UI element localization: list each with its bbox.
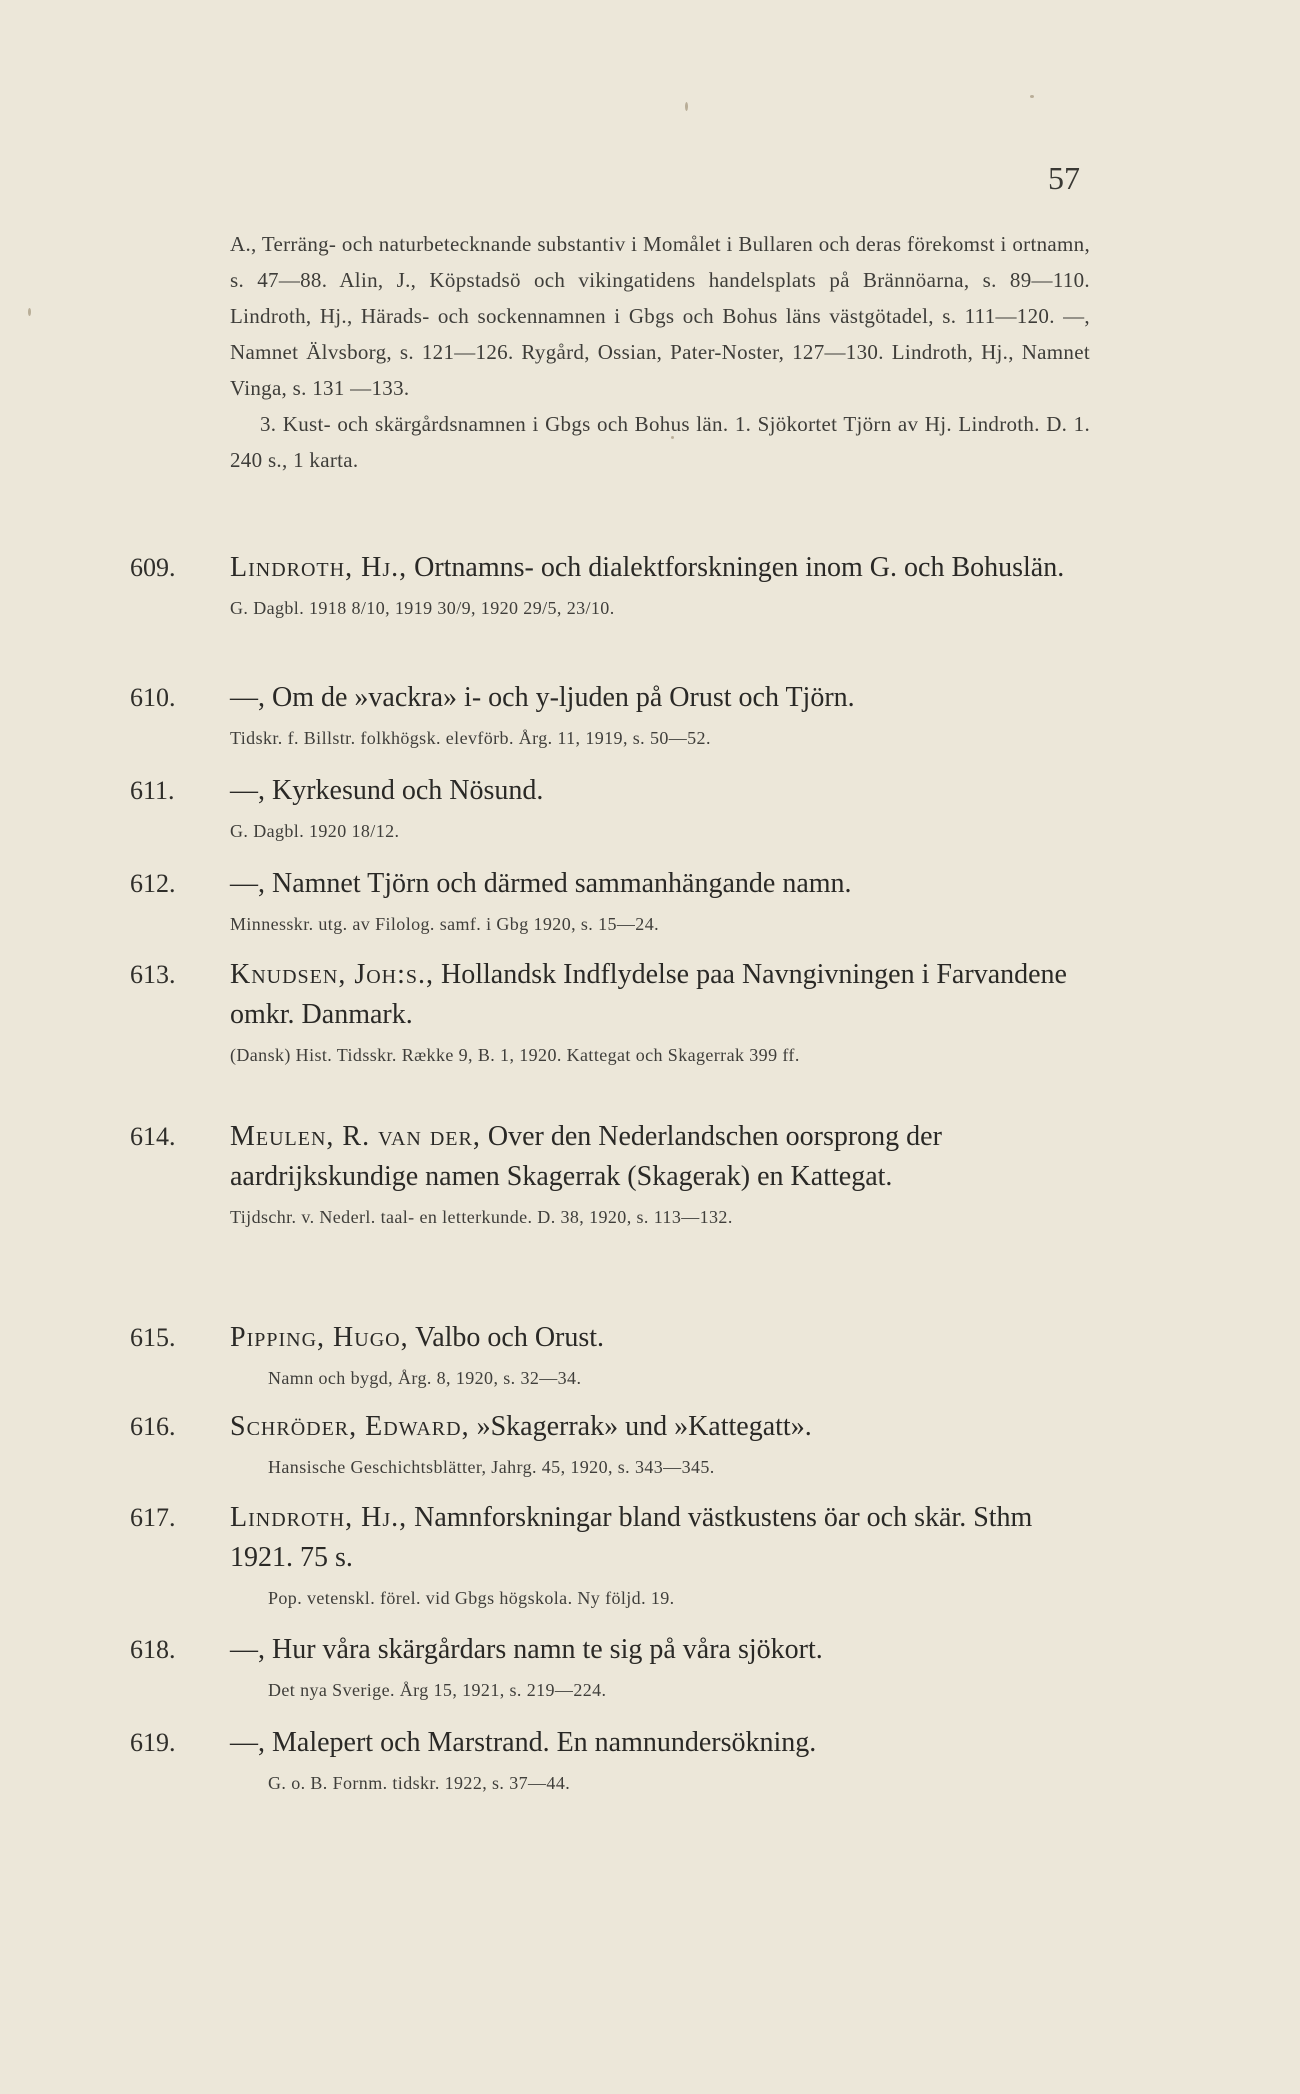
entry-author: Meulen, R. van der, [230, 1121, 481, 1152]
entry-author: Lindroth, Hj., [230, 1502, 408, 1533]
entry-title: —, Hur våra skärgårdars namn te sig på våra sjökort. [230, 1634, 823, 1665]
paper-speck [28, 308, 31, 316]
entry-number: 618. [130, 1635, 176, 1664]
entry-title [230, 1498, 1088, 1578]
continuation-text [230, 226, 1090, 478]
entry-number: 611. [130, 776, 175, 805]
entry-number: 610. [130, 683, 176, 712]
entry-source: Tijdschr. v. Nederl. taal- en letterkunde. D. 38, 1920, s. 113—132. [230, 1207, 733, 1227]
entry-number: 612. [130, 869, 176, 898]
entry-title-text: Namnforskningar bland västkustens öar och skär. Sthm 1921. 75 s. [230, 1502, 1033, 1573]
entry-source: Pop. vetenskl. förel. vid Gbgs högskola. Ny följd. 19. [268, 1588, 675, 1608]
entry-title-text: Over den Nederlandschen oorsprong der aardrijkskundige namen Skagerrak (Skagerak) en Kattegat. [230, 1121, 942, 1192]
continuation-paragraph-2: 3. Kust- och skärgårdsnamnen i Gbgs och Bohus län. 1. Sjökortet Tjörn av Hj. Lindroth. D. 1. 240 s., 1 karta. [230, 412, 1090, 472]
entry-title: —, Om de »vackra» i- och y-ljuden på Orust och Tjörn. [230, 682, 855, 713]
entry-title-text: Valbo och Orust. [408, 1322, 605, 1353]
entry-title: —, Namnet Tjörn och därmed sammanhängande namn. [230, 868, 852, 899]
entry-title [230, 1117, 1088, 1197]
entry-title: —, Malepert och Marstrand. En namnundersökning. [230, 1727, 817, 1758]
entry-number: 619. [130, 1728, 176, 1757]
entry-source: G. Dagbl. 1918 8/10, 1919 30/9, 1920 29/5, 23/10. [230, 598, 615, 618]
entry-number: 614. [130, 1122, 176, 1151]
entry-author: Knudsen, Joh:s., [230, 959, 435, 990]
entry-number: 617. [130, 1503, 176, 1532]
entry-source: Tidskr. f. Billstr. folkhögsk. elevförb. Årg. 11, 1919, s. 50—52. [230, 728, 711, 748]
entry-title: —, Kyrkesund och Nösund. [230, 775, 544, 806]
entry-title-text: Hollandsk Indflydelse paa Navngivningen i Farvandene omkr. Danmark. [230, 959, 1067, 1030]
entry-title-text: Ortnamns- och dialektforskningen inom G. och Bohuslän. [407, 552, 1065, 583]
entry-title-text: »Skagerrak» und »Kattegatt». [469, 1411, 812, 1442]
entry-author: Lindroth, Hj., [230, 552, 408, 583]
continuation-paragraph-1: A., Terräng- och naturbetecknande substantiv i Momålet i Bullaren och deras förekomst i ortnamn, s. 47—88. Alin, J., Köpstadsö och vikingatidens handelsplats på Brännöarna, s. 89—110. Lindroth, Hj., Härads- och sockennamnen i Gbgs och Bohus läns västgötadel, s. 111—120. —, Namnet Älvsborg, s. 121—126. Rygård, Ossian, Pater-Noster, 127—130. Lindroth, Hj., Namnet Vinga, s. 131 —133. [230, 232, 1090, 400]
entry-source: Namn och bygd, Årg. 8, 1920, s. 32—34. [268, 1368, 582, 1388]
entry-source: Hansische Geschichtsblätter, Jahrg. 45, 1920, s. 343—345. [268, 1457, 715, 1477]
page-number: 57 [1048, 160, 1080, 196]
entry-source: G. Dagbl. 1920 18/12. [230, 821, 400, 841]
entry-title [230, 1318, 1088, 1358]
entry-number: 609. [130, 553, 176, 582]
paper-speck [685, 102, 688, 111]
entry-source: Minnesskr. utg. av Filolog. samf. i Gbg 1920, s. 15—24. [230, 914, 660, 934]
entry-source: Det nya Sverige. Årg 15, 1921, s. 219—224. [268, 1680, 607, 1700]
paper-speck [1030, 95, 1034, 98]
entry-number: 613. [130, 960, 176, 989]
entry-title [230, 955, 1088, 1035]
entry-source: G. o. B. Fornm. tidskr. 1922, s. 37—44. [268, 1773, 571, 1793]
entry-author: Schröder, Edward, [230, 1411, 470, 1442]
entry-title [230, 1407, 1088, 1447]
entry-author: Pipping, Hugo, [230, 1322, 409, 1353]
entry-number: 616. [130, 1412, 176, 1441]
entry-title [230, 548, 1088, 588]
entry-source: (Dansk) Hist. Tidsskr. Række 9, B. 1, 1920. Kattegat och Skagerrak 399 ff. [230, 1045, 800, 1065]
entry-number: 615. [130, 1323, 176, 1352]
